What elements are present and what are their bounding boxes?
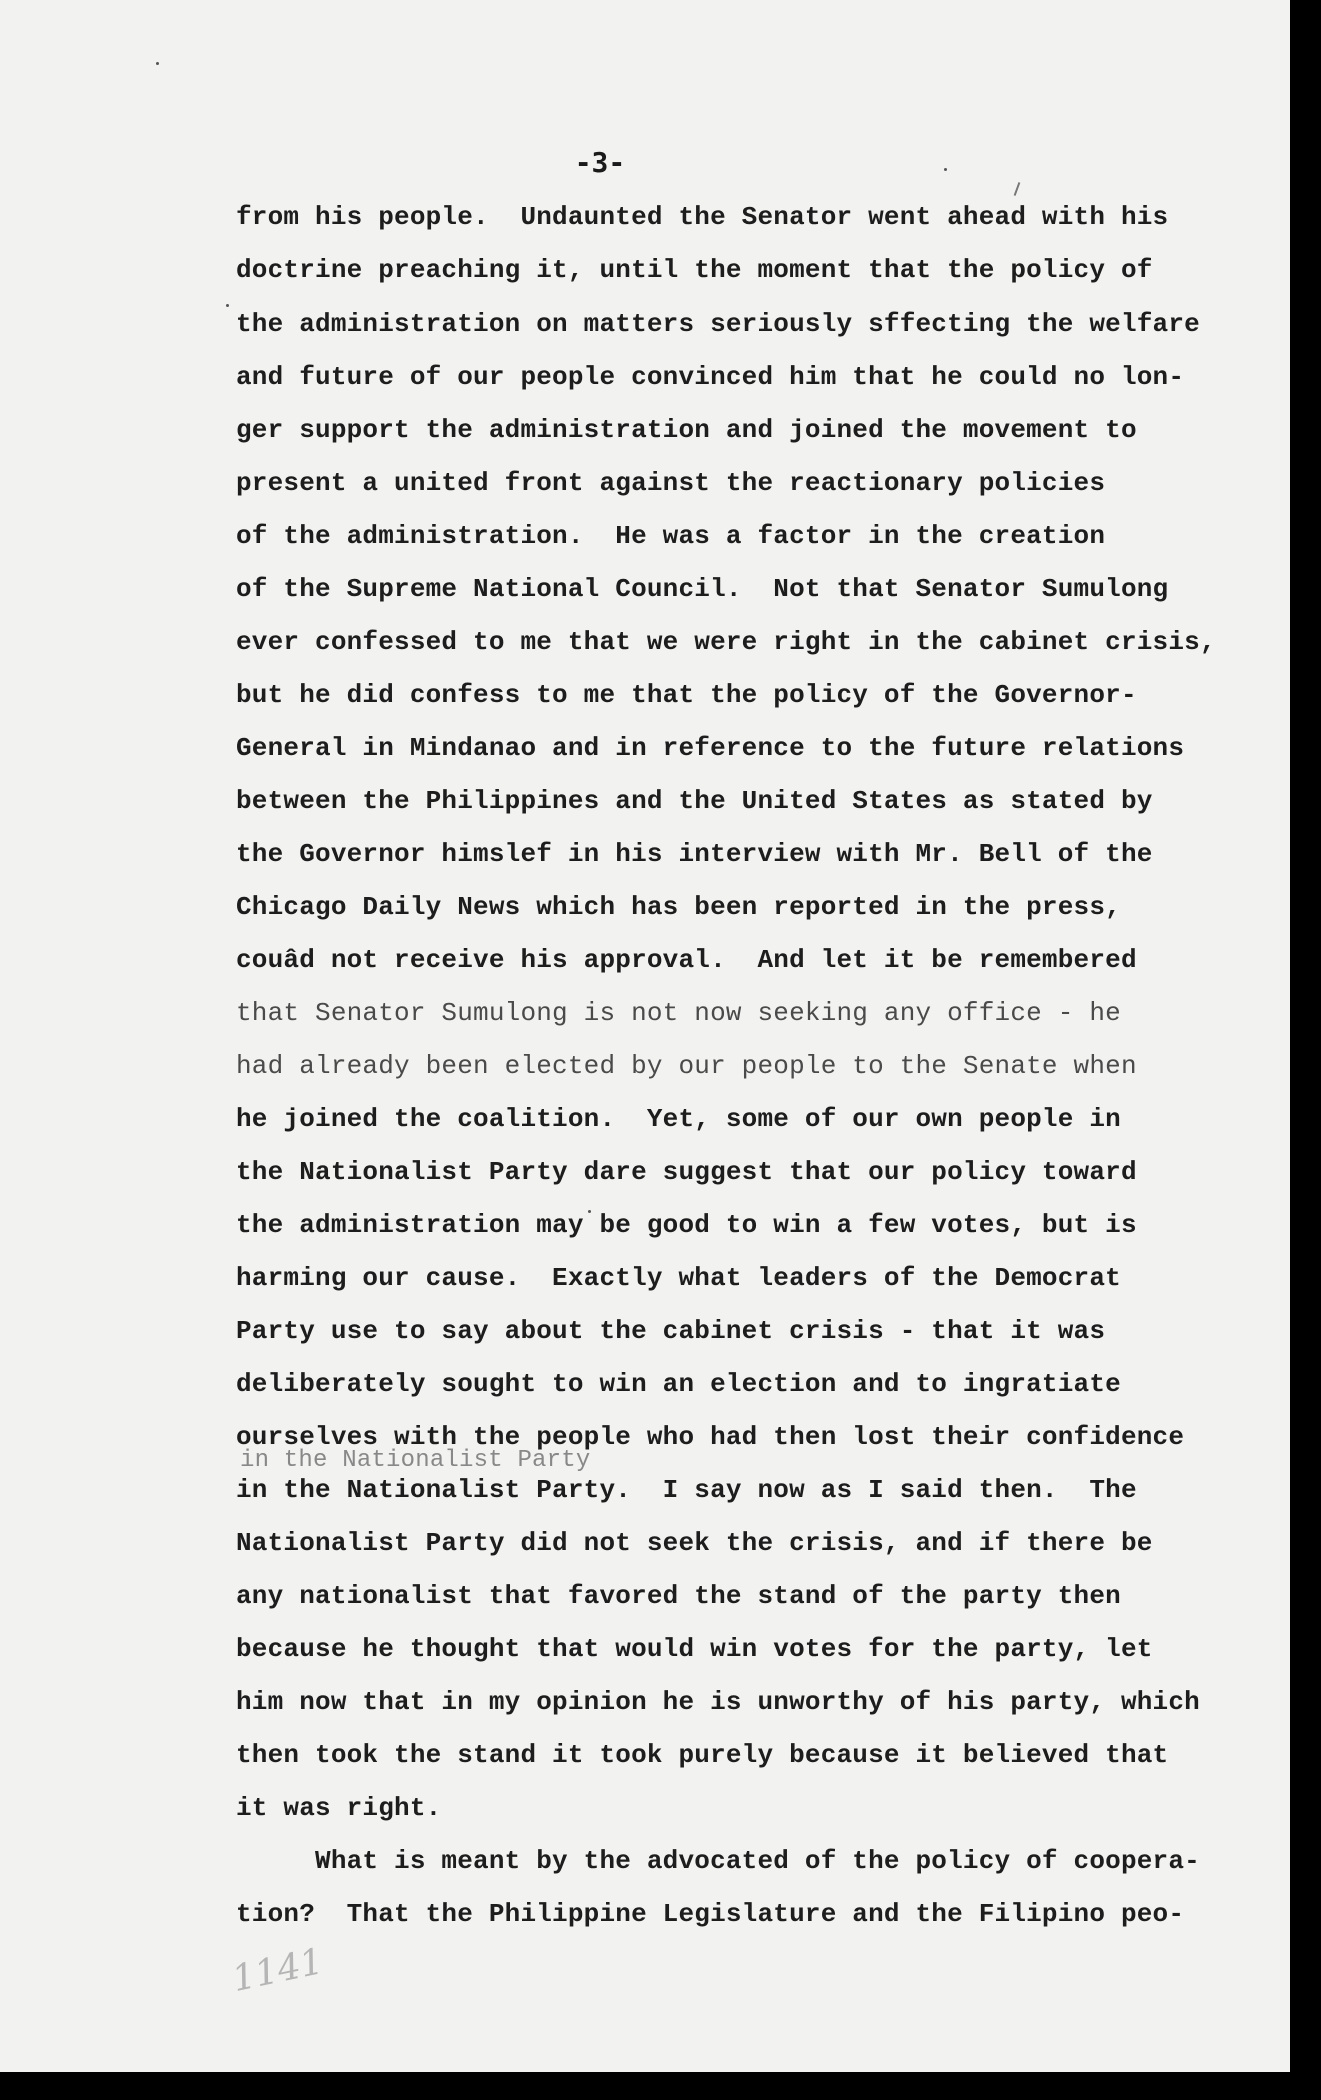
- body-line-7: of the administration. He was a factor in the creation: [236, 521, 1106, 551]
- body-line-27: any nationalist that favored the stand of the party then: [236, 1581, 1121, 1611]
- body-line-14: Chicago Daily News which has been reported in the press,: [236, 892, 1121, 922]
- body-line-31: it was right.: [236, 1793, 442, 1823]
- body-line-15: couâd not receive his approval. And let it be remembered: [236, 945, 1137, 975]
- body-line-26: Nationalist Party did not seek the crisis, and if there be: [236, 1528, 1153, 1558]
- body-line-30: then took the stand it took purely because it believed that: [236, 1740, 1169, 1770]
- body-line-16: that Senator Sumulong is not now seeking any office - he: [236, 998, 1121, 1028]
- body-line-29: him now that in my opinion he is unworthy of his party, which: [236, 1687, 1200, 1717]
- body-line-28: because he thought that would win votes for the party, let: [236, 1634, 1153, 1664]
- handwritten-note: 1141: [228, 1940, 327, 2001]
- body-line-13: the Governor himslef in his interview with Mr. Bell of the: [236, 839, 1153, 869]
- overstrike-ghost-text: in the Nationalist Party: [240, 1447, 591, 1474]
- body-line-19: the Nationalist Party dare suggest that our policy toward: [236, 1157, 1137, 1187]
- body-line-4: and future of our people convinced him that he could no lon-: [236, 362, 1185, 392]
- paper-speck: [156, 62, 159, 65]
- body-line-20: the administration may be good to win a few votes, but is: [236, 1210, 1137, 1240]
- body-line-2: doctrine preaching it, until the moment that the policy of: [236, 255, 1153, 285]
- body-line-24: ourselves with the people who had then lost their confidence: [236, 1422, 1185, 1452]
- body-line-22: Party use to say about the cabinet crisis - that it was: [236, 1316, 1106, 1346]
- stray-mark: [1014, 182, 1021, 196]
- body-line-1: from his people. Undaunted the Senator went ahead with his: [236, 202, 1169, 232]
- body-line-10: but he did confess to me that the policy of the Governor-: [236, 680, 1137, 710]
- paper-speck: [226, 304, 229, 307]
- body-line-5: ger support the administration and joined the movement to: [236, 415, 1137, 445]
- body-line-18: he joined the coalition. Yet, some of our own people in: [236, 1104, 1121, 1134]
- body-line-21: harming our cause. Exactly what leaders of the Democrat: [236, 1263, 1121, 1293]
- body-line-25: in the Nationalist Party. I say now as I said then. The: [236, 1475, 1137, 1505]
- body-line-6: present a united front against the reactionary policies: [236, 468, 1106, 498]
- body-line-8: of the Supreme National Council. Not that Senator Sumulong: [236, 574, 1169, 604]
- body-line-17: had already been elected by our people to the Senate when: [236, 1051, 1137, 1081]
- body-line-9: ever confessed to me that we were right in the cabinet crisis,: [236, 627, 1216, 657]
- body-line-11: General in Mindanao and in reference to the future relations: [236, 733, 1185, 763]
- body-line-23: deliberately sought to win an election and to ingratiate: [236, 1369, 1121, 1399]
- page-number: -3-: [574, 146, 626, 179]
- body-line-32: What is meant by the advocated of the policy of coopera-: [236, 1846, 1200, 1876]
- body-line-12: between the Philippines and the United States as stated by: [236, 786, 1153, 816]
- body-line-3: the administration on matters seriously sffecting the welfare: [236, 309, 1200, 339]
- body-line-33: tion? That the Philippine Legislature and the Filipino peo-: [236, 1899, 1185, 1929]
